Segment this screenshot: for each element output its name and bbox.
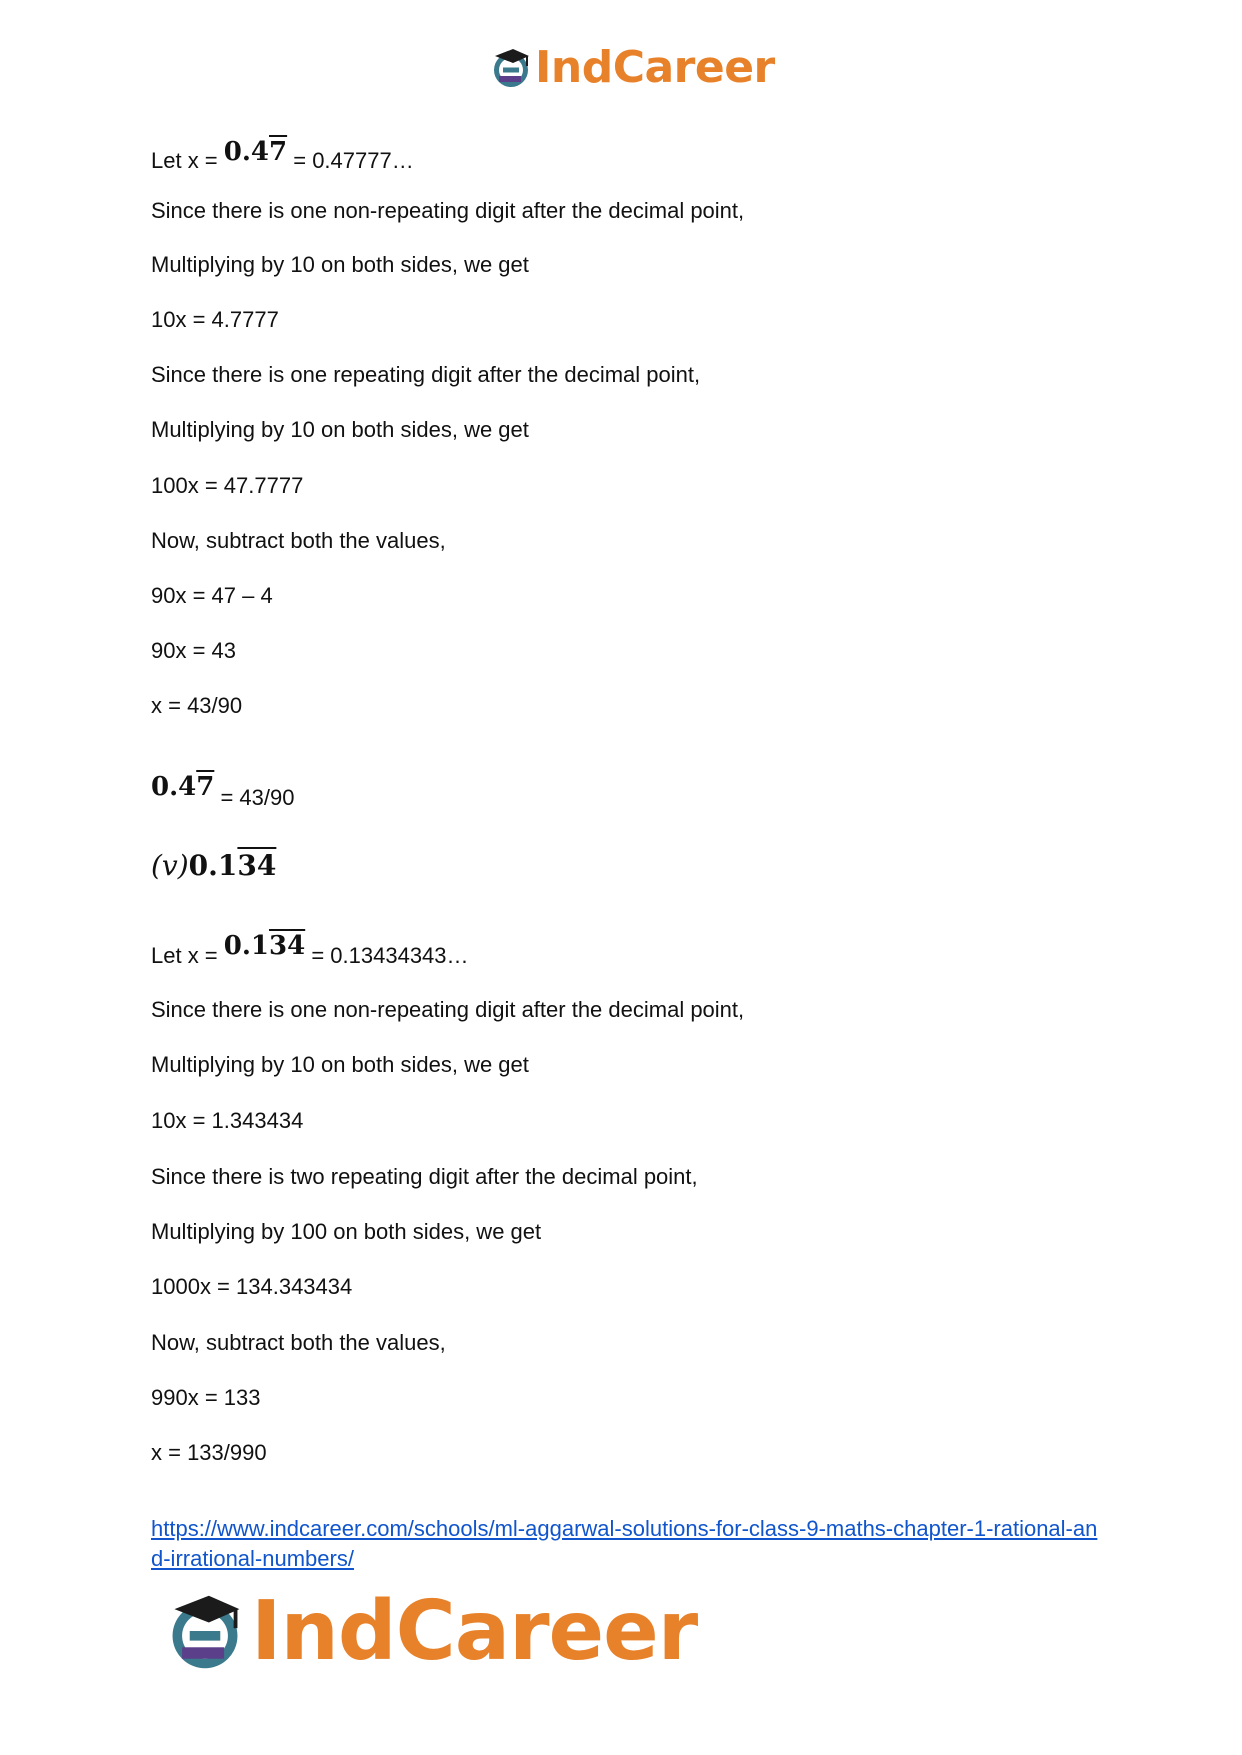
footer-logo xyxy=(163,1584,697,1679)
logo-text: IndCareer xyxy=(535,42,775,93)
result-suffix: = 43/90 xyxy=(220,785,295,810)
let-line-iv xyxy=(151,137,414,175)
text-line: Multiplying by 10 on both sides, we get xyxy=(151,1052,529,1077)
math-expression: 0.134 xyxy=(223,931,306,961)
text-line: 1000x = 134.343434 xyxy=(151,1274,353,1299)
let-suffix: = 0.47777… xyxy=(293,148,414,173)
source-link[interactable]: https://www.indcareer.com/schools/ml-aggarwal-solutions-for-class-9-maths-chapter-1-rational-and-irrational-numbers/ xyxy=(151,1516,1098,1571)
text-line: 90x = 47 – 4 xyxy=(151,583,273,608)
text-line: Multiplying by 10 on both sides, we get xyxy=(151,252,529,277)
graduation-cap-icon xyxy=(163,1590,247,1674)
text-line: x = 43/90 xyxy=(151,693,243,718)
let-prefix: Let x = xyxy=(151,943,218,968)
header-logo xyxy=(489,42,775,93)
text-line: 990x = 133 xyxy=(151,1385,261,1410)
text-line: Now, subtract both the values, xyxy=(151,528,446,553)
result-line-iv xyxy=(151,772,295,812)
text-line: 10x = 4.7777 xyxy=(151,307,279,332)
text-line: 90x = 43 xyxy=(151,638,237,663)
text-line: x = 133/990 xyxy=(151,1440,267,1465)
text-line: 10x = 1.343434 xyxy=(151,1108,304,1133)
text-line: Multiplying by 10 on both sides, we get xyxy=(151,417,529,442)
graduation-cap-icon xyxy=(489,46,533,90)
let-prefix: Let x = xyxy=(151,148,218,173)
let-suffix: = 0.13434343… xyxy=(311,943,469,968)
logo-text: IndCareer xyxy=(251,1584,698,1679)
text-line: Since there is one non-repeating digit after the decimal point, xyxy=(151,198,745,223)
math-expression: 0.47 xyxy=(223,137,288,167)
text-line: Multiplying by 100 on both sides, we get xyxy=(151,1219,542,1244)
math-expression: 0.47 xyxy=(151,772,215,802)
text-line: 100x = 47.7777 xyxy=(151,473,304,498)
text-line: Since there is two repeating digit after the decimal point, xyxy=(151,1164,698,1189)
let-line-v xyxy=(151,931,469,970)
part-v-heading: (v)0.134 xyxy=(151,849,277,882)
text-line: Since there is one repeating digit after the decimal point, xyxy=(151,362,701,387)
text-line: Since there is one non-repeating digit after the decimal point, xyxy=(151,997,745,1022)
text-line: Now, subtract both the values, xyxy=(151,1330,446,1355)
